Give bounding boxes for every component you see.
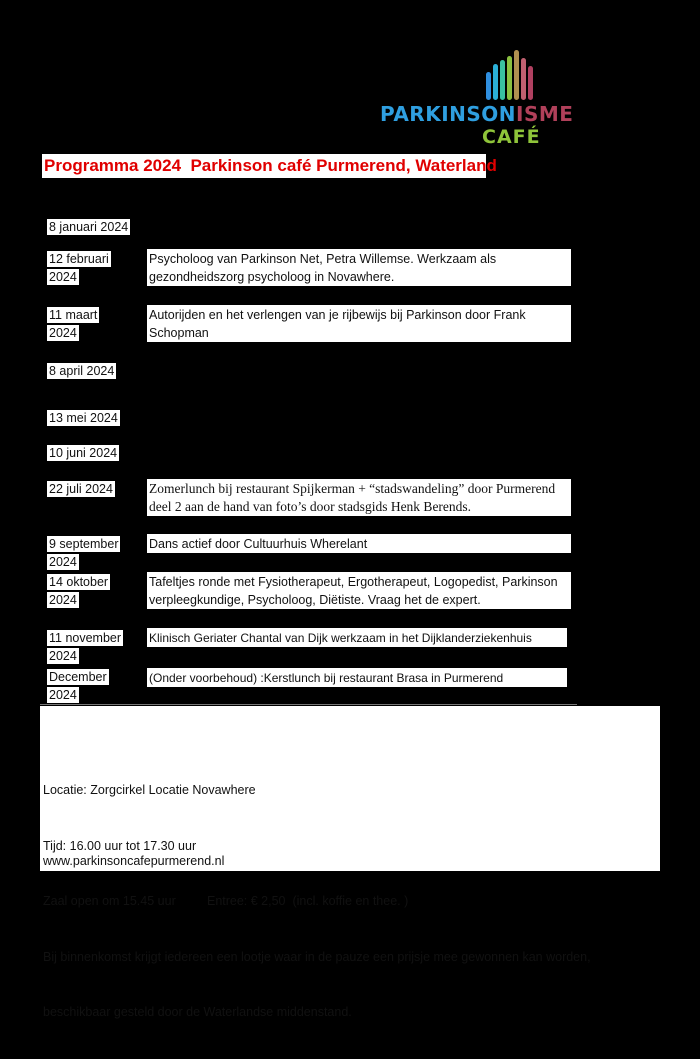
schedule-date: 8 januari 2024 (49, 220, 129, 234)
divider (40, 704, 577, 705)
logo-cafe-text: CAFÉ (482, 126, 541, 148)
schedule-date: 8 april 2024 (49, 364, 115, 378)
lottery-text-line2: beschikbaar gesteld door de Waterlandse middenstand. (43, 1005, 352, 1019)
schedule-date: 13 mei 2024 (49, 411, 118, 425)
schedule-date: 11 november 2024 (49, 631, 122, 663)
parkinsonisme-cafe-logo (378, 44, 608, 154)
schedule-description: Zomerlunch bij restaurant Spijkerman + “stadswandeling” door Purmerend deel 2 aan de hand van foto’s door stadsgids Henk Berends. (147, 479, 571, 516)
schedule-date: 14 oktober 2024 (49, 575, 109, 607)
schedule-description: Autorijden en het verlengen van je rijbewijs bij Parkinson door Frank Schopman (147, 305, 571, 342)
location-text: Locatie: Zorgcirkel Locatie Novawhere (43, 783, 256, 797)
schedule-description: Psycholoog van Parkinson Net, Petra Willemse. Werkzaam als gezondheidszorg psycholoog in Novawhere. (147, 249, 571, 286)
time-text: Tijd: 16.00 uur tot 17.30 uur (43, 838, 197, 853)
event-info-box (40, 706, 660, 1019)
schedule-date: 22 juli 2024 (49, 482, 113, 496)
schedule-description: Dans actief door Cultuurhuis Wherelant (147, 534, 571, 553)
schedule-date: 11 maart 2024 (49, 308, 98, 340)
schedule-date: 12 februari 2024 (49, 252, 109, 284)
schedule-date: December 2024 (49, 670, 107, 702)
schedule-date: 9 september 2024 (49, 537, 119, 569)
brain-people-icon (482, 50, 538, 100)
schedule-description: (Onder voorbehoud) :Kerstlunch bij restaurant Brasa in Purmerend (147, 668, 567, 687)
schedule-date: 10 juni 2024 (49, 446, 118, 460)
schedule-description: Klinisch Geriater Chantal van Dijk werkzaam in het Dijklanderziekenhuis (147, 628, 567, 647)
schedule-description: Tafeltjes ronde met Fysiotherapeut, Ergotherapeut, Logopedist, Parkinson verpleegkundige, Psycholoog, Diëtiste. Vraag het de expert. (147, 572, 571, 609)
open-entry-text: Zaal open om 15.45 uur Entree: € 2,50 (incl. koffie en thee. ) (43, 894, 409, 908)
lottery-text-line1: Bij binnenkomst krijgt iedereen een lootje waar in de pauze een prijsje mee gewonnen kan worden, (43, 949, 591, 964)
website-link[interactable]: www.parkinsoncafepurmerend.nl (43, 854, 225, 868)
page-title: Programma 2024 Parkinson café Purmerend, Waterland (42, 154, 486, 178)
logo-wordmark: PARKINSONISME (380, 102, 574, 126)
